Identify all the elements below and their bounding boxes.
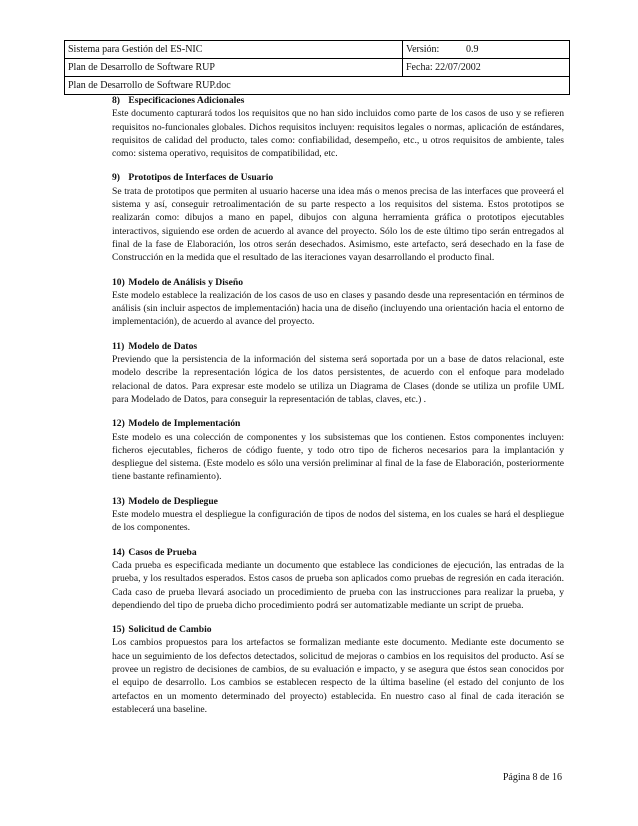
header-date-cell: Fecha: 22/07/2002 <box>403 59 570 77</box>
section-number: 9) <box>112 172 120 184</box>
section-11 <box>112 340 564 406</box>
header-plan-cell: Plan de Desarrollo de Software RUP <box>65 59 403 77</box>
section-paragraph: Este modelo establece la realización de los casos de uso en clases y pasando desde una representación en términos de análisis (sin incluir aspectos de implementación) hacia una de diseño (incluyendo una orientación hacia el entorno de implementación), de acuerdo al avance del proyecto. <box>112 289 564 328</box>
section-paragraph: Este modelo es una colección de componentes y los subsistemas que los contienen. Estos componentes incluyen: ficheros ejecutables, ficheros de código fuente, y todo otro tipo de ficheros necesarios para la implantación y despliegue del sistema. (Este modelo es sólo una versión preliminar al final de la fase de Elaboración, posteriormente tiene bastante refinamiento). <box>112 431 564 483</box>
section-10 <box>112 276 564 329</box>
section-number: 14) <box>112 546 125 558</box>
page-number: Página 8 de 16 <box>502 772 562 783</box>
version-label: Versión: <box>406 43 440 55</box>
section-paragraph: Este documento capturará todos los requisitos que no han sido incluidos como parte de los casos de uso y se refieren requisitos no-funcionales globales. Dichos requisitos incluyen: requisitos legales o normas, aplicación de estándares, requisitos de calidad del producto, tales como: confiabilidad, desempeño, etc., u otros requisitos de ambiente, tales como: sistema operativo, requisitos de compatibilidad, etc. <box>112 108 564 160</box>
header-row-2 <box>65 59 570 77</box>
section-heading: Modelo de Implementación <box>128 418 241 430</box>
header-row-3 <box>65 77 570 95</box>
section-title <box>112 171 564 184</box>
section-number: 10) <box>112 276 125 288</box>
section-title <box>112 546 564 559</box>
section-number: 15) <box>112 624 125 636</box>
section-paragraph: Los cambios propuestos para los artefactos se formalizan mediante este documento. Mediante este documento se hace un seguimiento de los defectos detectados, solicitud de mejoras o cambios en los requisitos del producto. Así se provee un registro de decisiones de cambios, de su evaluación e impacto, y se asegura que éstos sean conocidos por el equipo de desarrollo. Los cambios se establecen respecto de la última baseline (el estado del conjunto de los artefactos en un momento determinado del proyecto) establecida. En nuestro caso al final de cada iteración se establecerá una baseline. <box>112 637 564 715</box>
header-system-cell: Sistema para Gestión del ES-NIC <box>65 41 403 59</box>
section-heading: Casos de Prueba <box>128 546 197 558</box>
section-heading: Modelo de Análisis y Diseño <box>128 276 244 288</box>
section-number: 11) <box>112 340 125 352</box>
section-12 <box>112 417 564 483</box>
section-number: 13) <box>112 495 125 507</box>
section-title <box>112 495 564 508</box>
header-file-cell: Plan de Desarrollo de Software RUP.doc <box>65 77 570 95</box>
header-row-1 <box>65 41 570 59</box>
section-title <box>112 340 564 353</box>
section-14 <box>112 546 564 612</box>
section-15 <box>112 623 564 716</box>
section-heading: Solicitud de Cambio <box>128 624 212 636</box>
section-paragraph: Se trata de prototipos que permiten al usuario hacerse una idea más o menos precisa de las interfaces que proveerá el sistema y así, conseguir retroalimentación de su parte respecto a los requisitos del sistema. Estos prototipos se realizarán como: dibujos a mano en papel, dibujos con alguna herramienta gráfica o prototipos ejecutables interactivos, siguiendo ese orden de acuerdo al avance del proyecto. Sólo los de este último tipo serán entregados al final de la fase de Elaboración, los otros serán desechados. Asimismo, este artefacto, será desechado en la fase de Construcción en la medida que el resultado de las iteraciones vayan desarrollando el producto final. <box>112 185 564 264</box>
section-number: 12) <box>112 418 125 430</box>
section-title <box>112 623 564 636</box>
section-paragraph: Cada prueba es especificada mediante un documento que establece las condiciones de ejecución, las entradas de la prueba, y los resultados esperados. Estos casos de prueba son aplicados como pruebas de regresión en cada iteración. Cada caso de prueba llevará asociado un procedimiento de prueba con las instrucciones para realizar la prueba, y dependiendo del tipo de prueba dicho procedimiento podrá ser automatizable mediante un script de prueba. <box>112 559 564 611</box>
document-body <box>112 94 564 727</box>
section-9 <box>112 171 564 264</box>
section-number: 8) <box>112 95 120 106</box>
version-value: 0.9 <box>466 43 479 55</box>
section-heading: Especificaciones Adicionales <box>128 95 245 106</box>
section-heading: Modelo de Despliegue <box>128 495 218 507</box>
section-title <box>112 94 564 107</box>
section-title <box>112 417 564 430</box>
header-version-cell <box>403 41 570 59</box>
section-title <box>112 276 564 289</box>
section-paragraph: Este modelo muestra el despliegue la configuración de tipos de nodos del sistema, en los cuales se hará el despliegue de los componentes. <box>112 509 564 534</box>
section-8 <box>112 94 564 160</box>
document-header <box>64 40 570 95</box>
section-paragraph: Previendo que la persistencia de la información del sistema será soportada por un a base de datos relacional, este modelo describe la representación lógica de los datos persistentes, de acuerdo con el enfoque para modelado relacional de datos. Para expresar este modelo se utiliza un Diagrama de Clases (donde se utiliza un profile UML para Modelado de Datos, para conseguir la representación de tablas, claves, etc.) . <box>112 354 564 405</box>
section-heading: Prototipos de Interfaces de Usuario <box>128 172 274 184</box>
section-13 <box>112 495 564 535</box>
section-heading: Modelo de Datos <box>128 340 198 352</box>
